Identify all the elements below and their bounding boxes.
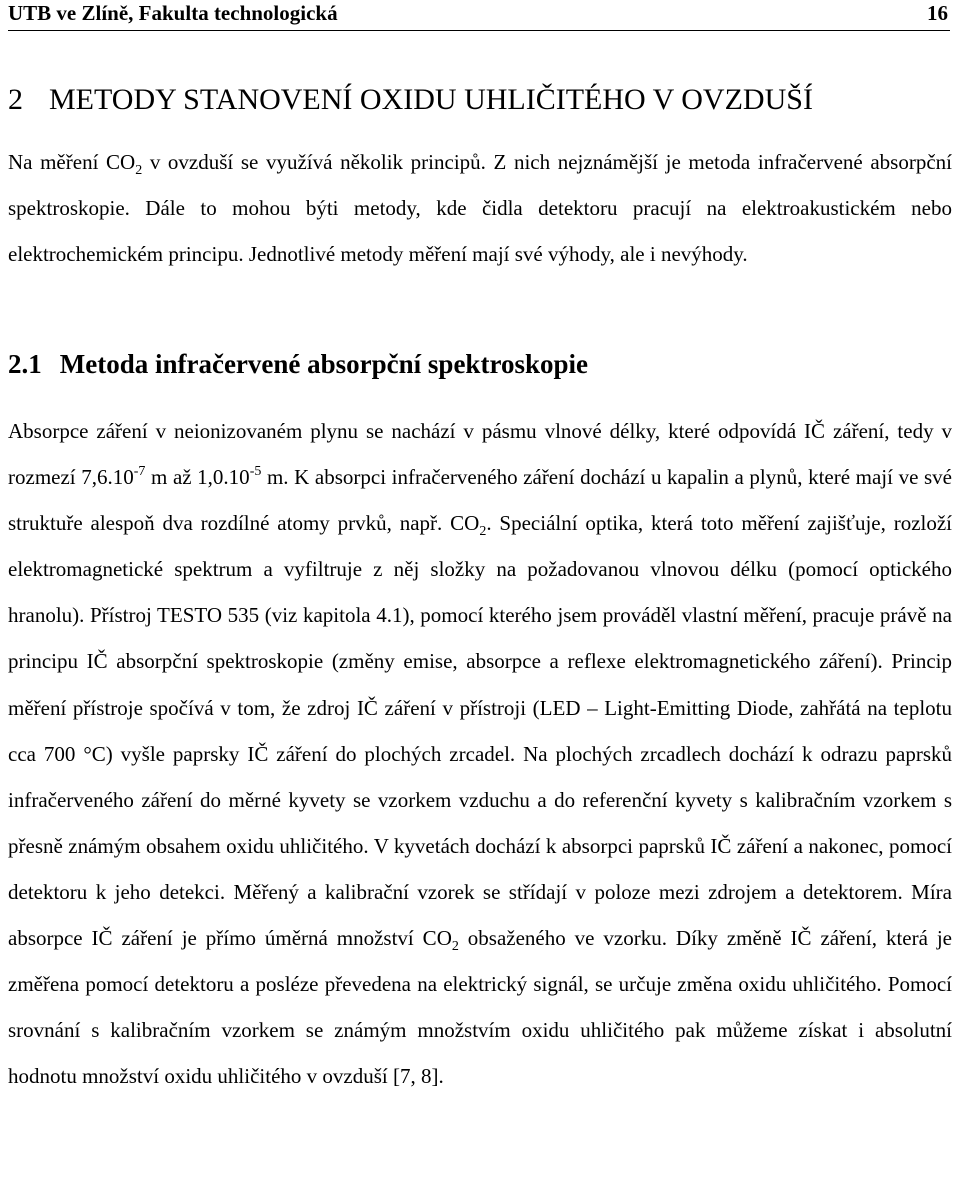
running-header [8,0,950,31]
body-subscript-1: 2 [479,524,487,540]
chapter-number: 2 [8,83,23,116]
chapter-title [8,80,813,120]
intro-text-b: v ovzduší se využívá několik principů. Z nich nejznámější je metoda infračervené absorpční spektroskopie. Dále to mohou býti metody, kde čidla detektoru pracují na elektroakustickém nebo elektrochemickém principu. Jednotlivé metody měření mají své výhody, ale i nevýhody. [8,150,953,266]
body-exponent-2: -5 [249,464,262,480]
body-text-1: Absorpce záření v neionizovaném plynu se nachází v pásmu vlnové délky, které odpovídá IČ záření, tedy v rozmezí 7,6.10 [8,419,952,490]
intro-text-a: Na měření CO [8,150,136,174]
intro-subscript: 2 [135,163,143,178]
body-text-3: m. K absorpci infračerveného záření dochází u kapalin a plynů, které mají ve své struktuře alespoň dva rozdílné atomy prvků, např. CO [8,465,952,536]
intro-paragraph [8,140,952,277]
body-text-2: m až 1,0.10 [145,465,250,490]
section-title [8,344,588,384]
header-institution: UTB ve Zlíně, Fakulta technologická [8,1,338,25]
body-text-5: obsaženého ve vzorku. Díky změně IČ záření, která je změřena pomocí detektoru a posléze převedena na elektrický signál, se určuje změna oxidu uhličitého. Pomocí srovnání s kalibračním vzorkem se známým množstvím oxidu uhličitého pak můžeme získat i absolutní hodnotu množství oxidu uhličitého v ovzduší [7, 8]. [8,926,952,1089]
header-page-number: 16 [927,1,948,25]
body-text-4: . Speciální optika, která toto měření zajišťuje, rozloží elektromagnetické spektrum a vyfiltruje z něj složky na požadovanou vlnovou délku (pomocí optického hranolu). Přístroj TESTO 535 (viz kapitola 4.1), pomocí kterého jsem prováděl vlastní měření, pracuje právě na principu IČ absorpční spektroskopie (změny emise, absorpce a reflexe elektromagnetického záření). Princip měření přístroje spočívá v tom, že zdroj IČ záření v přístroji (LED – Light-Emitting Diode, zahřátá na teplotu cca 700 °C) vyšle paprsky IČ záření do plochých zrcadel. Na plochých zrcadlech dochází k odrazu paprsků infračerveného záření do měrné kyvety se vzorkem vzduchu a do referenční kyvety s kalibračním vzorkem s přesně známým obsahem oxidu uhličitého. V kyvetách dochází k absorpci paprsků IČ záření a nakonec, pomocí detektoru k jeho detekci. Měřený a kalibrační vzorek se střídají v poloze mezi zdrojem a detektorem. Míra absorpce IČ záření je přímo úměrná množství CO [8,511,952,951]
body-exponent-1: -7 [133,464,146,480]
body-subscript-2: 2 [451,939,459,955]
section-number: 2.1 [8,349,42,379]
body-paragraph [8,408,952,1099]
section-title-text: Metoda infračervené absorpční spektroskopie [59,349,588,379]
chapter-title-text: METODY STANOVENÍ OXIDU UHLIČITÉHO V OVZDUŠÍ [49,83,813,116]
